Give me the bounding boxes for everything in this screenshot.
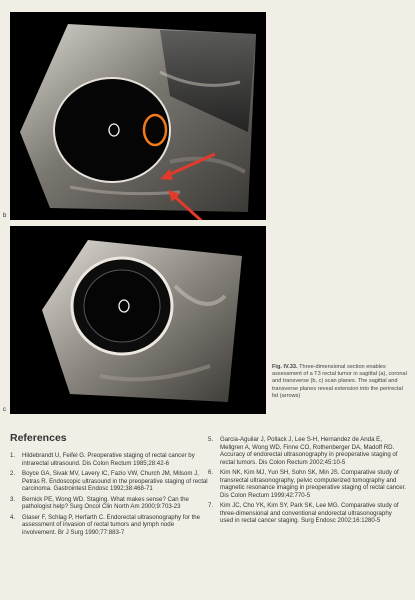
reference-text: Hildebrandt U, Feifel G. Preoperative staging of rectal cancer by intrarectal ultrasound. Dis Colon Rectum 1985;28:42-6 [22, 452, 195, 467]
reference-number: 4. [10, 513, 16, 521]
reference-text: Glaser F, Schlag P, Herfarth C. Endorectal ultrasonography for the assessment of invasion of rectal tumors and lymph node involvement. Br J Surg 1990;77:883-7 [22, 513, 201, 536]
reference-number: 2. [10, 470, 16, 477]
reference-number: 1. [10, 452, 16, 459]
references-heading: References [10, 432, 67, 444]
reference-item [10, 496, 208, 511]
reference-item [208, 502, 406, 525]
ultrasound-render-b [10, 12, 266, 220]
ultrasound-render-c [10, 226, 266, 414]
ultrasound-image-c [10, 226, 266, 414]
reference-number: 6. [208, 469, 214, 476]
reference-item [10, 452, 208, 467]
reference-text: Bernick PE, Wong WD. Staging. What makes sense? Can the pathologist help? Surg Oncol Clin North Am 2000;9:703-23 [22, 495, 189, 510]
reference-item [10, 470, 208, 493]
reference-item [208, 436, 406, 466]
reference-text: Boyce GA, Sivak MV, Lavery IC, Fazio VW, Church JM, Milsom J, Petras R. Endoscopic ultrasound in the preoperative staging of rectal carcinoma. Gastrointest Endosc 1992;38:468-71 [22, 470, 208, 492]
reference-text: Kim NK, Kim MJ, Yun SH, Sohn SK, Min JS. Comparative study of transrectal ultrasonography, pelvic computerized tomography and magnetic resonance imaging in preoperative staging of rectal cancer. Dis Colon Rectum 1999;42:770-5 [220, 469, 406, 499]
references-column-right [208, 436, 406, 528]
panel-label-c: c [3, 407, 6, 413]
reference-number: 7. [208, 502, 214, 509]
reference-item [10, 514, 208, 537]
reference-item [208, 469, 406, 499]
caption-text: Three-dimensional section enables assessment of a T3 rectal tumor in sagittal (a), coronal and transverse (b, c) scan planes. The sagittal and transverse planes reveal extension into the perirectal fat (arrows) [272, 364, 407, 399]
reference-number: 3. [10, 495, 16, 503]
references-column-left [10, 452, 208, 539]
ultrasound-image-b [10, 12, 266, 220]
rectal-lumen-b [54, 78, 170, 182]
reference-text: Kim JC, Cho YK, Kim SY, Park SK, Lee MG. Comparative study of three-dimensional and conventional endorectal ultrasonography used in rectal cancer staging. Surg Endosc 2002;16:1280-5 [220, 502, 399, 524]
reference-text: Garcia-Aguilar J, Pollack J, Lee S-H, Hernandez de Anda E, Mellgren A, Wong WD, Finne CO, Rothenberger DA, Madoff RD. Accuracy of endorectal ultrasonography in preoperative staging of rectal tumors. Dis Colon Rectum 2002;45:10-5 [220, 436, 398, 466]
panel-label-b: b [3, 213, 7, 219]
figure-id: Fig. IV.33. [272, 364, 298, 370]
reference-number: 5. [208, 436, 214, 443]
figure-caption [272, 364, 408, 400]
